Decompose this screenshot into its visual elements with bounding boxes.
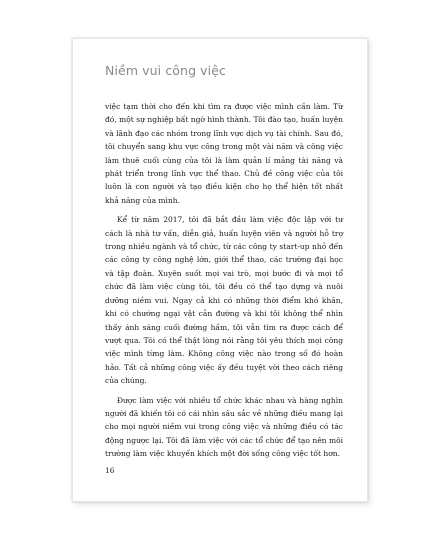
- book-page: [72, 38, 368, 502]
- paragraph-2: Kể từ năm 2017, tôi đã bắt đầu làm việc độc lập với tư cách là nhà tư vấn, diễn giả, huấn luyện viên và người hỗ trợ trong nhiều ngành và tổ chức, từ các công ty start-up nhỏ đến các công ty công nghệ lớn, giới thể thao, các trường đại học và tập đoàn. Xuyên suốt mọi vai trò, mọi bước đi và mọi tổ chức đã làm việc cùng tôi, tôi đều có thể tạo dựng và nuôi dưỡng niềm vui. Ngay cả khi có những thời điểm khó khăn, khi có chướng ngại vật cản đường và khi tôi không thể nhìn thấy ánh sáng cuối đường hầm, tôi vẫn tìm ra được cách để vượt qua. Tôi có thể thật lòng nói rằng tôi yêu thích mọi công việc mình từng làm. Không công việc nào trong số đó hoàn hảo. Tất cả những công việc ấy đều tuyệt vời theo cách riêng của chúng.: [105, 215, 343, 386]
- paragraph-3: Được làm việc với nhiều tổ chức khác nhau và hàng nghìn người đã khiến tôi có cái nhìn sâu sắc về những điều mang lại cho mọi người niềm vui trong công việc và những điều có tác động ngược lại. Tôi đã làm việc với các tổ chức để tạo nên môi trường làm việc khuyến khích một đời sống công việc tốt hơn.: [105, 395, 343, 459]
- page-number: 16: [105, 466, 115, 475]
- paragraph-1: việc tạm thời cho đến khi tìm ra được việc mình cần làm. Từ đó, một sự nghiệp bất ngờ hình thành. Tôi đào tạo, huấn luyện và lãnh đạo các nhóm trong lĩnh vực dịch vụ tài chính. Sau đó, tôi chuyển sang khu vực công trong một vài năm và công việc làm thuê cuối cùng của tôi là làm quản lí mảng tài năng và phát triển trong lĩnh vực thể thao. Chủ đề công việc của tôi luôn là con người và tạo điều kiện cho họ thể hiện tốt nhất khả năng của mình.: [105, 102, 343, 205]
- running-head: Niềm vui công việc: [105, 63, 227, 78]
- body-text: [105, 100, 343, 467]
